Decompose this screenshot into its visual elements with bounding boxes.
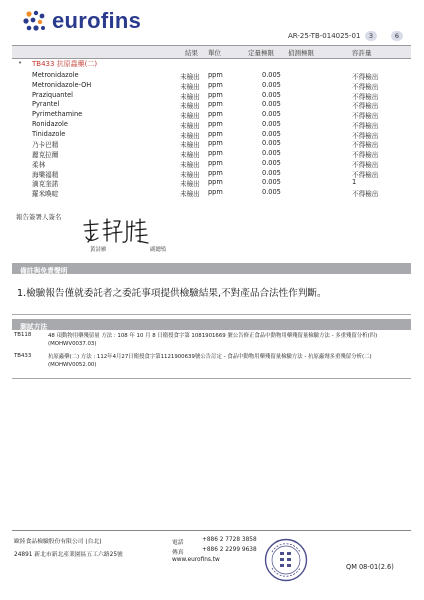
page-current-badge: 3 xyxy=(365,31,377,41)
analyte-name: 滴克奎諾 xyxy=(32,180,59,189)
company-address: 24891 新北市新北產業園區五工六路25號 xyxy=(14,552,123,558)
analyte-loq: 0.005 xyxy=(262,71,281,79)
analyte-spec: 不得檢出 xyxy=(352,190,379,198)
column-header-spec: 容許量 xyxy=(352,49,372,57)
tel-label: 電話 xyxy=(172,540,184,546)
analyte-loq: 0.005 xyxy=(262,90,281,99)
analyte-unit: ppm xyxy=(208,149,223,157)
analyte-unit: ppm xyxy=(208,119,223,128)
analyte-unit: ppm xyxy=(208,158,223,167)
analyte-unit: ppm xyxy=(208,100,223,109)
table-row xyxy=(12,120,411,130)
analyte-loq: 0.005 xyxy=(262,158,281,167)
table-row xyxy=(12,71,411,81)
form-code: QM 08-01(2.6) xyxy=(346,563,394,571)
analyte-spec: 不得檢出 xyxy=(352,151,379,159)
table-row xyxy=(12,110,411,120)
analyte-result: 未檢出 xyxy=(180,73,200,81)
signatory-label: 報告簽署人簽名 xyxy=(16,213,62,221)
column-header-unit: 單位 xyxy=(208,49,221,57)
disclaimer-box xyxy=(12,276,411,315)
method-description: 48 項動物用藥殘留量 方法 : 108 年 10 月 8 日衛授食字第 1081901669 號公告修正食品中動物用藥殘留量檢驗方法 - 多重殘留分析(四) (MOHWV0037.03) xyxy=(48,333,378,347)
analyte-spec: 1 xyxy=(352,178,357,187)
analyte-result: 未檢出 xyxy=(180,151,200,159)
disclaimer-text: 1.檢驗報告僅就委託者之委託事項提供檢驗結果,不對產品合法性作判斷。 xyxy=(17,288,327,299)
analyte-unit: ppm xyxy=(208,168,223,177)
analyte-name: Pyrantel xyxy=(32,100,60,109)
analyte-result: 未檢出 xyxy=(180,131,200,140)
analyte-result: 未檢出 xyxy=(180,82,200,91)
analyte-unit: ppm xyxy=(208,129,223,138)
disclaimer-section-header xyxy=(12,263,411,274)
table-row xyxy=(12,139,411,149)
analyte-result: 未檢出 xyxy=(180,121,200,130)
table-row xyxy=(12,149,411,159)
method-item xyxy=(12,353,411,374)
analyte-loq: 0.005 xyxy=(262,178,281,187)
company-name: 歐陸食品檢驗股份有限公司 (台北) xyxy=(14,539,102,545)
analyte-name: 麗克拉爾 xyxy=(32,151,59,159)
column-header-result: 結果 xyxy=(185,49,198,57)
page-total-badge: 6 xyxy=(391,31,403,41)
analyte-spec: 不得檢出 xyxy=(352,121,379,130)
signatory-title: 副總監 xyxy=(150,247,167,253)
method-code: TB118 xyxy=(14,332,32,338)
analyte-name: Metronidazole xyxy=(32,71,79,79)
method-code: TB433 xyxy=(14,353,32,359)
table-row xyxy=(12,178,411,188)
website: www.eurofins.tw xyxy=(172,557,220,563)
analyte-spec: 不得檢出 xyxy=(352,82,379,91)
analyte-name: Pyrimethamine xyxy=(32,110,83,118)
eurofins-dots-icon xyxy=(22,10,48,34)
methods-section-header xyxy=(12,319,411,330)
bullet-icon: • xyxy=(18,59,23,67)
fax-label: 傳真 xyxy=(172,550,184,556)
analyte-loq: 0.005 xyxy=(262,149,281,157)
table-row xyxy=(12,159,411,169)
eurofins-logo xyxy=(22,8,152,36)
test-group-row xyxy=(12,59,411,69)
results-table-header xyxy=(12,45,411,59)
analyte-name: 乃卡巴精 xyxy=(32,141,59,150)
analyte-result: 未檢出 xyxy=(180,170,200,179)
analyte-loq: 0.005 xyxy=(262,188,281,196)
analyte-result: 未檢出 xyxy=(180,180,200,189)
analyte-unit: ppm xyxy=(208,178,223,187)
analyte-result: 未檢出 xyxy=(180,190,200,198)
analyte-spec: 不得檢出 xyxy=(352,112,379,120)
analyte-loq: 0.005 xyxy=(262,80,281,89)
analyte-name: Metronidazole-OH xyxy=(32,80,92,89)
analyte-spec: 不得檢出 xyxy=(352,131,379,140)
handwritten-signature xyxy=(80,217,150,245)
analyte-unit: ppm xyxy=(208,80,223,89)
table-row xyxy=(12,169,411,179)
column-header-lod: 偵測極限 xyxy=(288,49,314,57)
analyte-result: 未檢出 xyxy=(180,141,200,150)
fax-number: +886 2 2299 9638 xyxy=(202,547,257,553)
footer-divider xyxy=(12,530,411,531)
analyte-loq: 0.005 xyxy=(262,100,281,109)
analyte-name: Ronidazole xyxy=(32,119,68,128)
table-row xyxy=(12,188,411,198)
analyte-spec: 不得檢出 xyxy=(352,170,379,179)
table-row xyxy=(12,81,411,91)
analyte-unit: ppm xyxy=(208,139,223,148)
analyte-spec: 不得檢出 xyxy=(352,92,379,101)
analyte-result: 未檢出 xyxy=(180,112,200,120)
logo-wordmark: eurofins xyxy=(52,8,142,33)
analyte-name: Tinidazole xyxy=(32,129,66,138)
tel-number: +886 2 7728 3858 xyxy=(202,537,257,543)
analyte-spec: 不得檢出 xyxy=(352,141,379,150)
methods-list xyxy=(12,332,411,374)
method-description: 抗原蟲藥(二) 方法 : 112年4月27日衛授食字第1121900639號公告訂定 - 食品中動物用藥殘留量檢驗方法 - 抗原蟲劑多重殘留分析(二) (MOHWV0052.00) xyxy=(48,354,372,368)
results-table-body xyxy=(12,71,411,198)
analyte-spec: 不得檢出 xyxy=(352,160,379,169)
analyte-name: 羅米喚啶 xyxy=(32,190,59,198)
analyte-unit: ppm xyxy=(208,90,223,99)
method-item xyxy=(12,332,411,353)
disclaimer-heading: 備註與免責聲明 xyxy=(20,267,68,275)
analyte-result: 未檢出 xyxy=(180,160,200,169)
analyte-name: 海樂福精 xyxy=(32,170,59,179)
analyte-spec: 不得檢出 xyxy=(352,73,379,81)
table-row xyxy=(12,130,411,140)
analyte-loq: 0.005 xyxy=(262,129,281,138)
analyte-loq: 0.005 xyxy=(262,110,281,118)
methods-heading: 測試方法 xyxy=(20,323,48,331)
analyte-name: Praziquantel xyxy=(32,90,73,99)
official-seal-stamp xyxy=(264,538,308,582)
analyte-loq: 0.005 xyxy=(262,119,281,128)
analyte-result: 未檢出 xyxy=(180,102,200,111)
analyte-spec: 不得檢出 xyxy=(352,102,379,111)
analyte-loq: 0.005 xyxy=(262,139,281,148)
analyte-result: 未檢出 xyxy=(180,92,200,101)
table-row xyxy=(12,100,411,110)
signatory-name: 黃詩雁 xyxy=(90,247,107,253)
analyte-loq: 0.005 xyxy=(262,168,281,177)
report-number: AR-25-TB-014025-01 xyxy=(288,32,361,40)
column-header-loq: 定量極限 xyxy=(248,49,274,57)
analyte-name: 柔林 xyxy=(32,160,46,169)
analyte-unit: ppm xyxy=(208,188,223,196)
analyte-unit: ppm xyxy=(208,71,223,79)
analyte-unit: ppm xyxy=(208,110,223,118)
table-row xyxy=(12,91,411,101)
methods-divider xyxy=(12,378,411,379)
test-group-label: TB433 抗原蟲藥(二) xyxy=(32,60,98,68)
